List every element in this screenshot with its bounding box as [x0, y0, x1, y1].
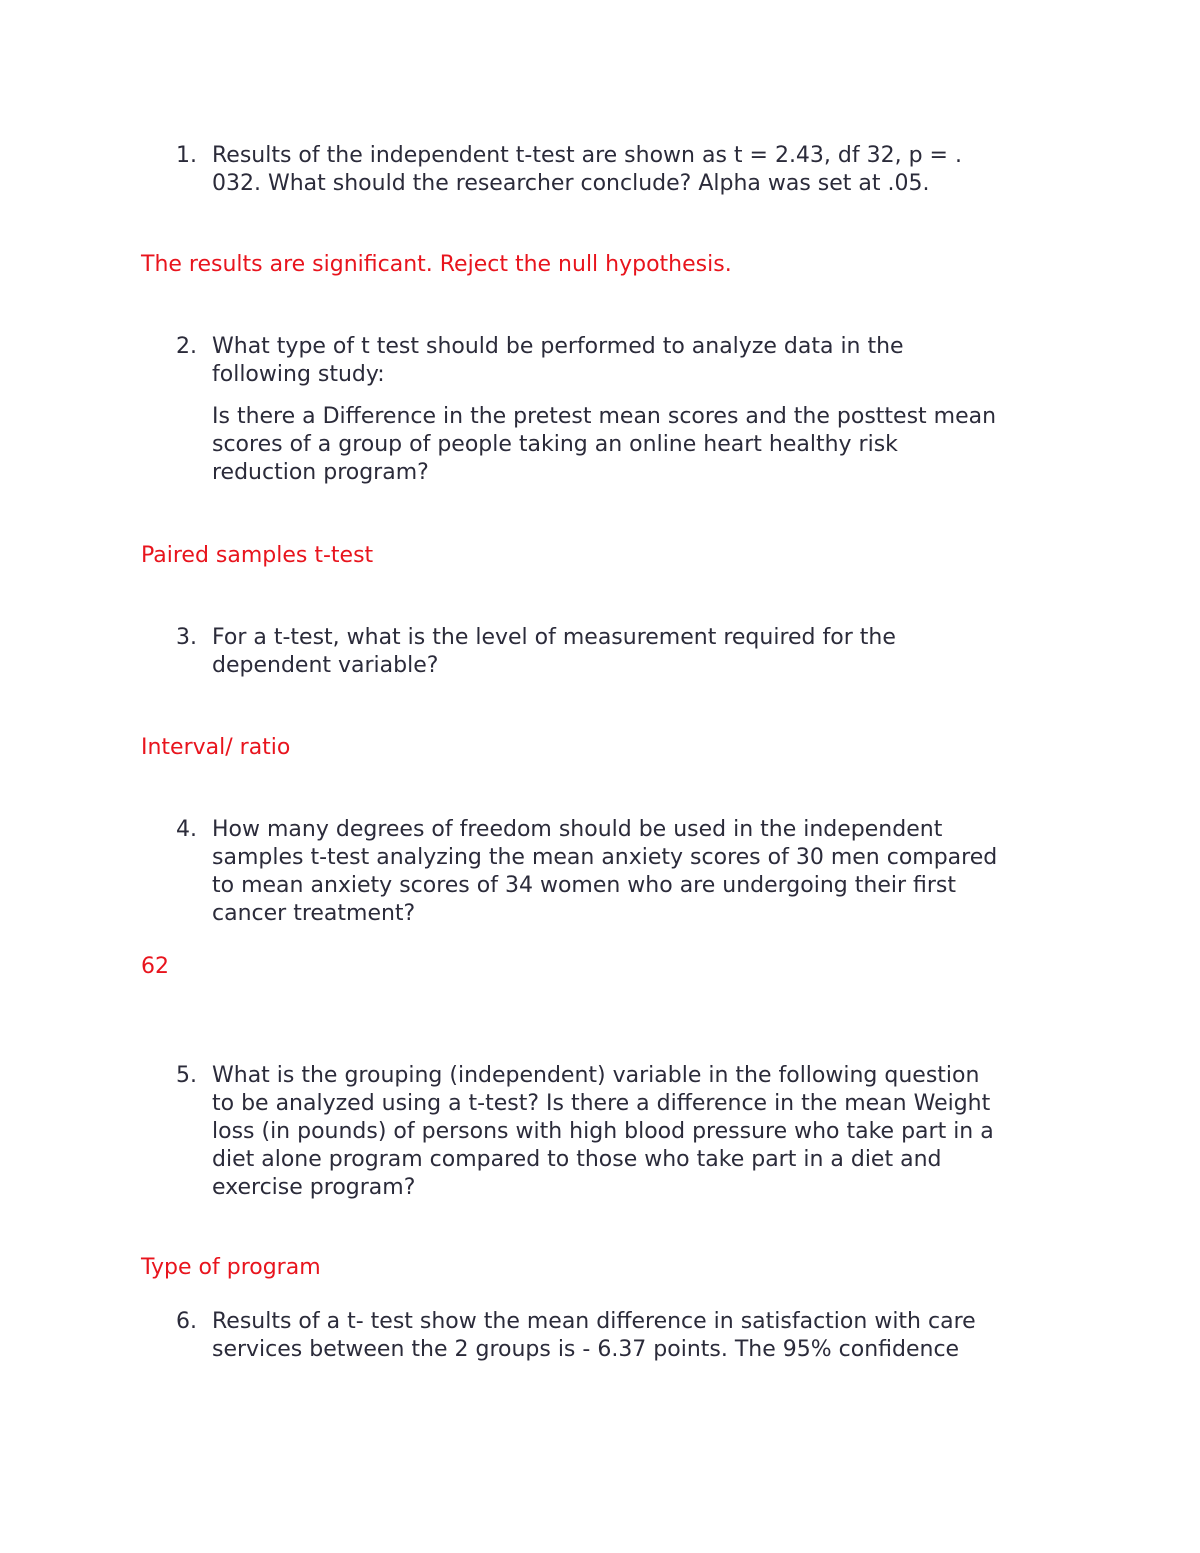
question-study-text: Is there a Difference in the pretest mean scores and the posttest mean scores of a group of people taking an online heart healthy risk reduction program? — [212, 404, 997, 485]
question-number: 3. — [176, 625, 197, 650]
answer-5: Type of program — [141, 1255, 321, 1280]
question-number: 5. — [176, 1063, 197, 1088]
question-4 — [176, 816, 1076, 928]
question-2 — [176, 333, 1076, 487]
answer-2: Paired samples t-test — [141, 543, 374, 568]
question-number: 2. — [176, 334, 197, 359]
question-text: Results of a t- test show the mean difference in satisfaction with care services between the 2 groups is - 6.37 points. The 95% confidence — [212, 1309, 976, 1362]
answer-3: Interval/ ratio — [141, 735, 291, 760]
question-text: Results of the independent t-test are shown as t = 2.43, df 32, p = . 032. What should the researcher conclude? Alpha was set at .05. — [212, 143, 962, 196]
question-text: For a t-test, what is the level of measurement required for the dependent variable? — [212, 625, 896, 678]
question-1 — [176, 142, 1076, 198]
answer-4: 62 — [141, 954, 169, 979]
question-number: 1. — [176, 143, 197, 168]
question-text: How many degrees of freedom should be used in the independent samples t-test analyzing the mean anxiety scores of 30 men compared to mean anxiety scores of 34 women who are undergoing their first cancer treatment? — [212, 817, 998, 926]
question-5 — [176, 1062, 1076, 1202]
question-3 — [176, 624, 1076, 680]
question-number: 4. — [176, 817, 197, 842]
answer-1: The results are significant. Reject the null hypothesis. — [141, 252, 732, 277]
question-6 — [176, 1308, 1076, 1364]
question-text: What type of t test should be performed to analyze data in the following study: — [212, 334, 904, 387]
question-number: 6. — [176, 1309, 197, 1334]
question-text: What is the grouping (independent) variable in the following question to be analyzed using a t-test? Is there a difference in the mean Weight loss (in pounds) of persons with high blood pressure who take part in a diet alone program compared to those who take part in a diet and exercise program? — [212, 1063, 994, 1200]
